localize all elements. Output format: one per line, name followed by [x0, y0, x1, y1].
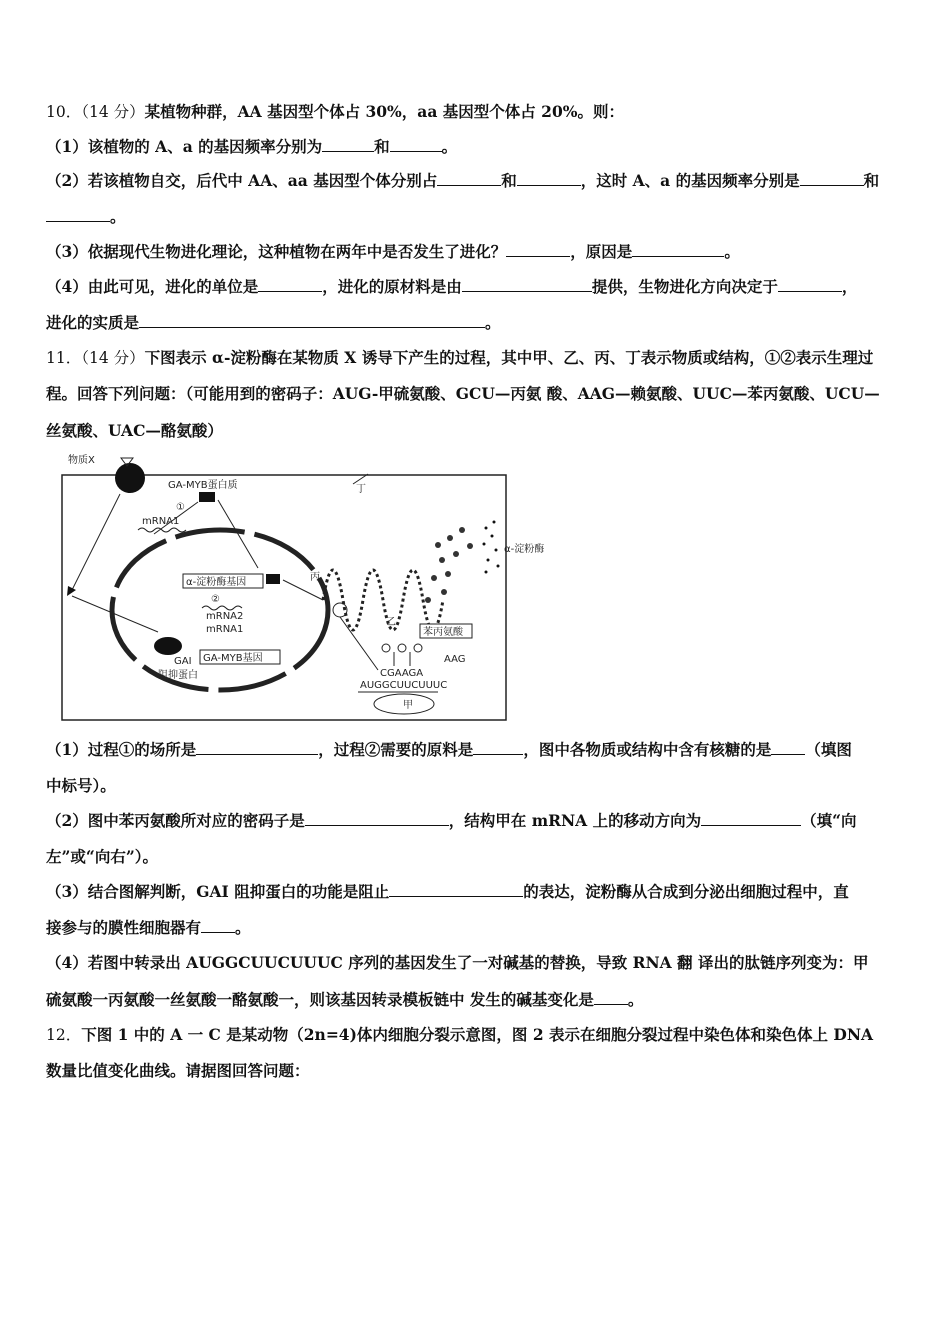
q10-p1-text: 和 [374, 137, 390, 156]
answer-blank[interactable] [437, 171, 501, 186]
q11-part4-cont [46, 989, 904, 1011]
q11-p3-text: 接参与的膜性细胞器有 [46, 918, 202, 937]
arrow-head-icon [67, 586, 76, 596]
mrna2-strand [202, 606, 242, 610]
alpha-amylase-diagram [58, 450, 578, 728]
answer-blank[interactable] [632, 242, 724, 257]
q11-part3 [46, 881, 904, 903]
q12-number: 12． [46, 1026, 82, 1044]
q10-p4-text: ， [841, 277, 858, 296]
q10-p2-text: 。 [110, 207, 126, 226]
answer-blank[interactable] [594, 990, 628, 1005]
q10-p4-text: 提供，生物进化方向决定于 [591, 277, 778, 296]
label-mrna1b: mRNA1 [206, 624, 244, 635]
label-substance-x: 物质X [68, 455, 95, 466]
label-mrna1: mRNA1 [142, 516, 180, 527]
label-alpha-amylase: α-淀粉酶 [504, 544, 545, 555]
label-gai: GAI [174, 656, 192, 667]
arrow-line [283, 580, 323, 600]
q11-stem [46, 347, 904, 369]
q10-part3 [46, 241, 904, 263]
arrow-line [218, 500, 258, 568]
q12-stem-text: 下图 1 中的 A 一 C 是某动物（2n=4)体内细胞分裂示意图，图 2 表示在细胞分裂过程中染色体和染色体上 DNA [81, 1025, 874, 1044]
q10-part2-cont [46, 206, 904, 228]
q11-p3-text: （3）结合图解判断，GAI 阻抑蛋白的功能是阻止 [46, 882, 390, 901]
answer-blank[interactable] [258, 277, 322, 292]
vesicle-cluster [425, 527, 473, 603]
answer-blank[interactable] [473, 740, 523, 755]
q10-p4-text: 。 [485, 313, 501, 332]
q10-score: （14 分） [81, 103, 145, 121]
q10-stem-text: 某植物种群，AA 基因型个体占 30%，aa 基因型个体占 20%。则： [144, 102, 624, 121]
q11-p4-text: 。 [627, 990, 644, 1009]
q11-part3-cont [46, 917, 904, 939]
arrow-line [340, 617, 378, 670]
q11-stem-line2: 程。回答下列问题：（可能用到的密码子：AUG-甲硫氨酸、GCU—丙氨 酸、AAG—赖氨酸、UUC—苯丙氨酸、UCU— [46, 384, 880, 403]
q11-p1-text: ，图中各物质或结构中含有核糖的是 [523, 740, 772, 759]
label-ding: 丁 [356, 484, 366, 495]
q10-stem [46, 101, 904, 123]
label-process-1: ① [176, 502, 185, 513]
q10-p3-text: 。 [724, 242, 740, 261]
q10-number: 10． [46, 103, 82, 121]
gene-binding-icon [266, 574, 280, 584]
nucleus-envelope [112, 530, 328, 690]
label-yi: 乙 [386, 617, 396, 628]
q11-number: 11． [46, 349, 82, 367]
q11-score: （14 分） [81, 349, 145, 367]
q10-p1-text: 。 [441, 137, 458, 156]
q10-p3-text: （3）依据现代生物进化理论，这种植物在两年中是否发生了进化？ [46, 242, 507, 261]
q10-p1-text: （1）该植物的 A、a 的基因频率分别为 [46, 137, 323, 156]
q11-p3-text: 。 [235, 918, 251, 937]
label-process-2: ② [211, 594, 220, 605]
answer-blank[interactable] [506, 242, 570, 257]
label-jia: 甲 [403, 700, 413, 711]
q10-p4-text: （4）由此可见，进化的单位是 [46, 277, 259, 296]
q10-part1 [46, 136, 904, 158]
answer-blank[interactable] [771, 740, 805, 755]
q11-part2 [46, 810, 904, 832]
q10-p2-text: （2）若该植物自交，后代中 AA、aa 基因型个体分别占 [46, 171, 438, 190]
amylase-granules-icon [483, 521, 500, 574]
label-amylase-gene: α-淀粉酶基因 [186, 577, 247, 588]
q10-p2-text: ，这时 A、a 的基因频率分别是 [580, 171, 800, 190]
q10-p3-text: ，原因是 [570, 242, 633, 261]
q10-p4-text: 进化的实质是 [46, 313, 140, 332]
answer-blank[interactable] [46, 207, 110, 222]
q10-p2-text: 和 [863, 171, 880, 190]
q10-p4-text: ，进化的原材料是由 [322, 277, 462, 296]
answer-blank[interactable] [196, 740, 318, 755]
q12-stem [46, 1024, 904, 1046]
answer-blank[interactable] [800, 171, 864, 186]
answer-blank[interactable] [389, 882, 523, 897]
arrow-line [72, 494, 120, 590]
q12-stem-line2: 数量比值变化曲线。请据图回答问题： [46, 1061, 310, 1080]
gamyb-protein-icon [199, 492, 215, 502]
answer-blank[interactable] [517, 171, 581, 186]
q10-part4 [46, 276, 904, 298]
answer-blank[interactable] [201, 918, 235, 933]
label-mrna-sequence: AUGGCUUCUUUC [360, 680, 448, 691]
q11-part4: （4）若图中转录出 AUGGCUUCUUUC 序列的基因发生了一对碱基的替换，导致 RNA 翻 译出的肽链序列变为：甲 [46, 953, 869, 972]
answer-blank[interactable] [701, 811, 801, 826]
answer-blank[interactable] [390, 137, 442, 152]
q11-p1-text: （1）过程①的场所是 [46, 740, 197, 759]
gai-protein-icon [154, 637, 182, 655]
label-aag: AAG [444, 654, 466, 665]
answer-blank[interactable] [305, 811, 449, 826]
q10-part2 [46, 170, 904, 192]
label-gamyb-gene: GA-MYB基因 [203, 653, 263, 664]
q11-p2-text: （填“向 [801, 811, 857, 830]
q10-p2-text: 和 [501, 171, 517, 190]
q11-p4-text: 硫氨酸一丙氨酸一丝氨酸一酪氨酸一，则该基因转录模板链中 发生的碱基变化是 [46, 990, 594, 1009]
q10-part4-cont [46, 312, 904, 334]
answer-blank[interactable] [462, 277, 592, 292]
q11-p1-text: ，过程②需要的原料是 [318, 740, 474, 759]
label-mrna2: mRNA2 [206, 611, 244, 622]
q11-p1-text: （填图 [805, 740, 852, 759]
answer-blank[interactable] [139, 313, 485, 328]
q11-p2-text: （2）图中苯丙氨酸所对应的密码子是 [46, 811, 305, 830]
label-gamyb-protein: GA-MYB蛋白质 [168, 480, 238, 491]
q11-stem-line3: 丝氨酸、UAC—酪氨酸） [46, 421, 223, 440]
receptor-icon [115, 463, 145, 493]
q11-stem-text: 下图表示 α-淀粉酶在某物质 X 诱导下产生的过程，其中甲、乙、丙、丁表示物质或结构，①②表示生理过 [144, 348, 874, 367]
label-cgaaga: CGAAGA [380, 668, 424, 679]
trna-icon [382, 644, 422, 666]
q11-p3-text: 的表达，淀粉酶从合成到分泌出细胞过程中，直 [523, 882, 849, 901]
q11-part2-cont: 左”或“向右”）。 [46, 847, 158, 866]
answer-blank[interactable] [778, 277, 842, 292]
q11-part1-cont: 中标号）。 [46, 776, 116, 795]
label-bing: 丙 [310, 572, 320, 583]
label-phenylalanine: 苯丙氨酸 [423, 627, 463, 638]
q11-p2-text: ，结构甲在 mRNA 上的移动方向为 [448, 811, 702, 830]
q11-part1 [46, 739, 904, 761]
answer-blank[interactable] [322, 137, 374, 152]
label-repressor: 阻抑蛋白 [158, 670, 198, 681]
